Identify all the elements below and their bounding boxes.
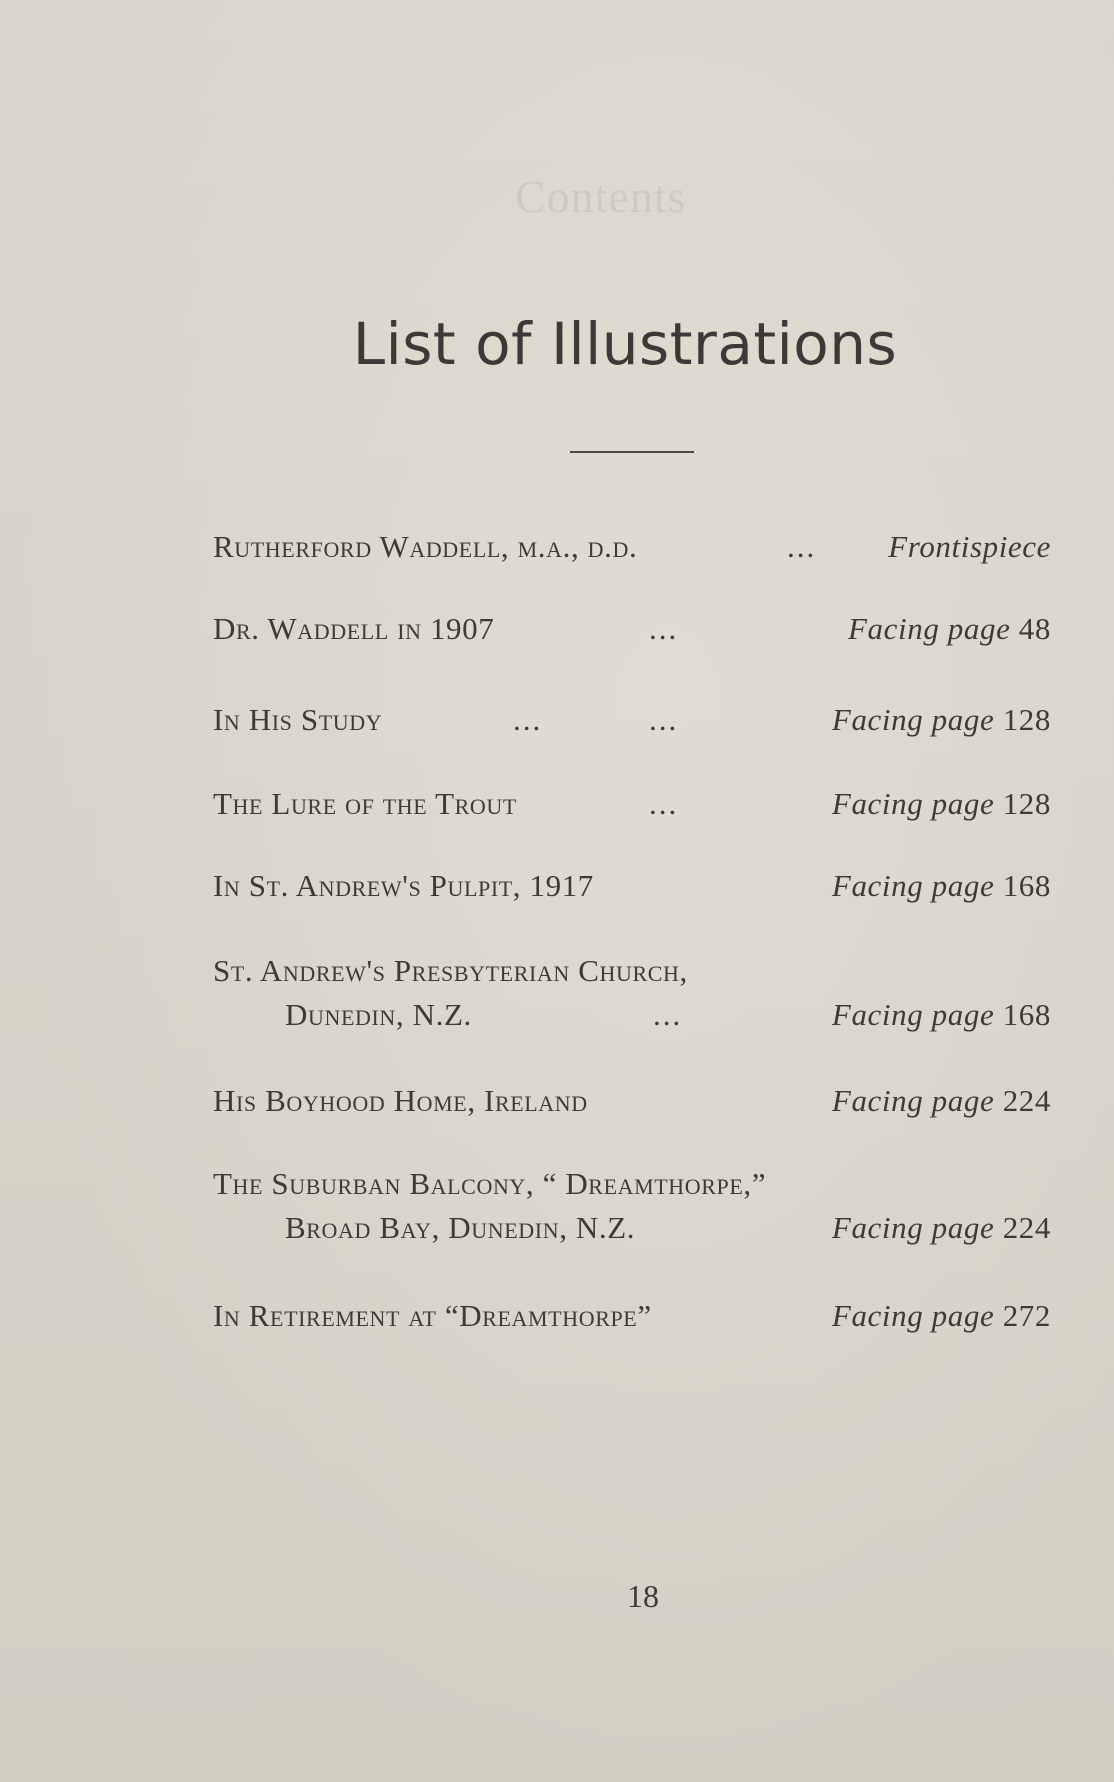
illustration-entry	[213, 782, 1051, 826]
entry-label: Facing page	[831, 868, 995, 903]
entry-caption: St. Andrew's Presbyterian Church,	[213, 953, 688, 988]
entry-page-ref	[848, 607, 1051, 651]
entry-page-ref	[832, 864, 1051, 908]
ghost-heading-show-through: Contents	[515, 171, 687, 222]
entry-caption: In St. Andrew's Pulpit, 1917	[213, 868, 594, 903]
entry-caption: The Lure of the Trout	[213, 786, 517, 821]
entry-page-ref	[832, 1079, 1051, 1123]
illustration-entry	[213, 698, 1051, 742]
leader-dots: ...	[649, 611, 679, 646]
entry-page-ref	[832, 1294, 1051, 1338]
entry-page-ref	[888, 525, 1051, 569]
entry-label: Facing page	[831, 786, 995, 821]
leader-dots: ...	[649, 702, 679, 737]
entry-label: Facing page	[831, 997, 995, 1032]
title-rule	[570, 451, 694, 453]
entry-page-number: 48	[1018, 611, 1051, 646]
entry-label: Facing page	[831, 702, 995, 737]
entry-label: Frontispiece	[888, 529, 1051, 564]
leader-dots: ...	[513, 702, 543, 737]
entry-page-number: 168	[1002, 997, 1051, 1032]
leader-dots: ...	[653, 997, 683, 1032]
entry-caption-continued: Dunedin, N.Z.	[285, 997, 472, 1032]
entry-page-number: 128	[1002, 786, 1051, 821]
illustration-entry	[213, 1162, 1051, 1250]
entry-label: Facing page	[848, 611, 1011, 646]
entry-label: Facing page	[831, 1210, 995, 1245]
illustration-entry	[213, 949, 1051, 1037]
entry-caption: Dr. Waddell in 1907	[213, 611, 495, 646]
entry-label: Facing page	[831, 1083, 995, 1118]
entry-page-ref	[832, 782, 1051, 826]
leader-dots: ...	[787, 529, 817, 564]
illustration-entry-frontispiece	[213, 525, 1051, 569]
illustration-entry	[213, 607, 1051, 651]
entry-caption: In Retirement at “Dreamthorpe”	[213, 1298, 652, 1333]
entry-label: Facing page	[831, 1298, 995, 1333]
entry-page-number: 128	[1002, 702, 1051, 737]
entry-caption: Rutherford Waddell, m.a., d.d.	[213, 529, 638, 564]
page-title: List of Illustrations	[352, 310, 898, 378]
illustration-entry	[213, 1294, 1051, 1338]
entry-caption-continued: Broad Bay, Dunedin, N.Z.	[285, 1210, 636, 1245]
leader-dots: ...	[649, 786, 679, 821]
entry-caption: His Boyhood Home, Ireland	[213, 1083, 588, 1118]
page-number: 18	[627, 1578, 659, 1614]
illustration-entry	[213, 864, 1051, 908]
entry-page-number: 224	[1002, 1083, 1051, 1118]
entry-page-number: 272	[1002, 1298, 1051, 1333]
entry-page-number: 224	[1002, 1210, 1051, 1245]
entry-page-ref	[832, 1206, 1051, 1250]
entry-page-ref	[832, 698, 1051, 742]
entry-caption: The Suburban Balcony, “ Dreamthorpe,”	[213, 1166, 767, 1201]
illustration-entry	[213, 1079, 1051, 1123]
entry-page-ref	[832, 993, 1051, 1037]
entry-page-number: 168	[1002, 868, 1051, 903]
entry-caption: In His Study	[213, 702, 383, 737]
